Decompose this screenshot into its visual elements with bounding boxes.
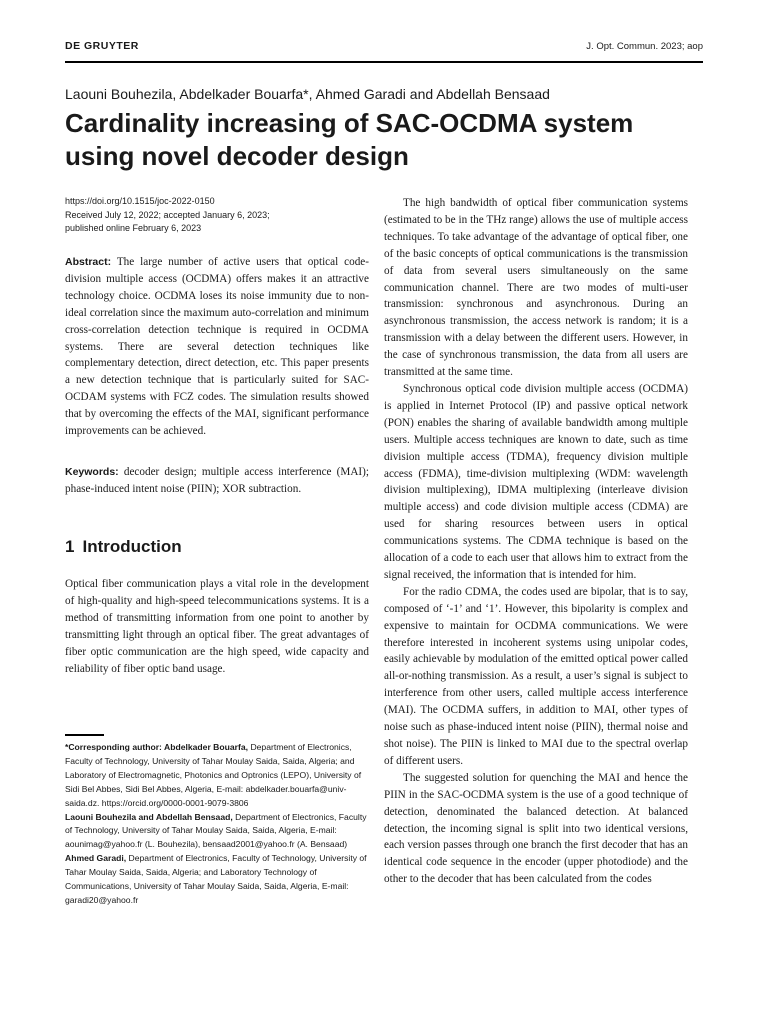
doi-link[interactable]: https://doi.org/10.1515/joc-2022-0150 (65, 196, 215, 206)
article-metadata (65, 195, 370, 236)
footnote-ag-label: Ahmed Garadi, (65, 853, 127, 864)
received-dates: Received July 12, 2022; accepted January 6, 2023; (65, 209, 270, 220)
author-list: Laouni Bouhezila, Abdelkader Bouarfa*, Ahmed Garadi and Abdellah Bensaad (65, 86, 550, 102)
section-title: Introduction (82, 537, 182, 556)
publisher-name: DE GRUYTER (65, 40, 139, 52)
footnote-ag-text: Department of Electronics, Faculty of Technology, University of Tahar Moulay Saida, Saida, Algeria; and Laboratory Technology of Communications, University of Tahar Moulay Saida, Saida, Algeria, E-mail: garadi20@yahoo.fr (65, 853, 367, 905)
footnote-corresponding (65, 741, 370, 811)
keywords-text: decoder design; multiple access interference (MAI); phase-induced intent noise (PIIN); XOR subtraction. (65, 466, 369, 495)
footnotes (65, 741, 370, 908)
section-heading (65, 537, 182, 557)
body-paragraph: The suggested solution for quenching the MAI and hence the PIIN in the SAC-OCDMA system is the use of a good technique of detection, denominated the balanced detection. At balanced detection, the incoming signal is split into two identical versions, each version passes through one branch the first decoder that has an identical code sequence in the encoder (upper photodiode) and the other to the decoder that has been calculated from the codes (384, 771, 688, 886)
abstract-label: Abstract: (65, 256, 112, 268)
published-date: published online February 6, 2023 (65, 223, 202, 233)
footnote-lb-text: Department of Electronics, Faculty of Technology, University of Tahar Moulay Saida, Saida, Algeria, E-mail: aounimag@yahoo.fr (L. Bouhezila), bensaad2001@yahoo.fr (A. Bensaad) (65, 811, 367, 850)
footnote-garadi (65, 852, 370, 908)
intro-paragraph: Optical fiber communication plays a vital role in the development of high-quality and high-speed telecommunications systems. It is a method of transmitting information from one point to another by transmitting light through an optical fiber. The great advantages of fiber optic communication are the high speed, wide capacity and reliability of fiber optic band usage. (65, 578, 369, 675)
section-number: 1 (65, 537, 75, 556)
abstract-text: The large number of active users that optical code-division multiple access (OCDMA) offers makes it an attractive technology choice. OCDMA loses its noise immunity due to non-ideal correlation since the maximum auto-correlation and minimum cross-correlation detection technique is required in OCDMA systems. There are several detection techniques like complementary detection, direct detection, etc. This paper presents a new detection technique that is particularly suited for SAC-OCDAM systems with FCZ codes. The simulation results showed that by overcoming the effects of the MAI, significant performance improvements can be achieved. (65, 256, 369, 438)
abstract (65, 254, 369, 440)
header-rule (65, 61, 703, 63)
footnote-lb-label: Laouni Bouhezila and Abdellah Bensaad, (65, 811, 233, 822)
article-title: Cardinality increasing of SAC-OCDMA system using novel decoder design (65, 108, 634, 171)
footnote-bouhezila-bensaad (65, 811, 370, 853)
journal-reference: J. Opt. Commun. 2023; aop (586, 41, 703, 52)
footnote-rule (65, 734, 104, 736)
body-paragraph: The high bandwidth of optical fiber communication systems (estimated to be in the THz range) allows the use of multiple access techniques. To take advantage of the advantage of optical fiber, one of the basic concepts of optical communications is the transmission of data from several users simultaneously on the same communication channel. There are two modes of multi-user transmission: synchronous and asynchronous. During an asynchronous transmission, the access network is random; it is a transmission with a delay between the different users. However, in the case of synchronous transmission, the data from all users are transmitted at the same time. (384, 197, 688, 379)
page-header (65, 40, 703, 58)
body-paragraph: For the radio CDMA, the codes used are bipolar, that is to say, composed of ‘-1’ and ‘1’. However, this bipolarity is complex and expensive to maintain for OCDMA communications. We were therefore interested in incoherent systems using unipolar codes, easily achievable by modulation of the emitted optical power called all-or-nothing transmission. As a result, a user’s signal is subject to interference from other users, called multiple access interference (MAI). The OCDMA suffers, in addition to MAI, other types of noise such as phase-induced intent noise (PIIN), thermal noise and shot noise). The PIIN is linked to MAI due to the spectral overlap of different users. (384, 585, 688, 767)
keywords-label: Keywords: (65, 466, 119, 478)
body-paragraph: Synchronous optical code division multiple access (OCDMA) is applied in Internet Protocol (IP) and passive optical network (PON) enables the sharing of available bandwidth among multiple users. Multiple access techniques are known to date, such as time division multiple access (TDMA), frequency division multiple access (FDMA), time-division multiplexing (WDM: wavelength division multiplexing), IDMA multiplexing (interleave division multiple access) and code division multiple access (CDMA) are used for sharing resources between users in optical communications systems. The CDMA technique is based on the allocation of a code to each user that allows him to extract from the signal received, the information that is intended for him. (384, 382, 688, 581)
footnote-corresponding-label: *Corresponding author: Abdelkader Bouarfa, (65, 742, 249, 752)
keywords (65, 464, 369, 498)
footnote-corresponding-text: Department of Electronics, Faculty of Technology, University of Tahar Moulay Saida, Saida, Algeria; and Laboratory of Electromagnetic, Photonics and Optronics (LEPO), University of Sidi Bel Abbes, Sidi Bel Abbes, Algeria, E-mail: abdelkader.bouarfa@univ-saida.dz. https://orcid.org/0000-0001-9079-3806 (65, 742, 362, 808)
right-column (384, 195, 688, 888)
